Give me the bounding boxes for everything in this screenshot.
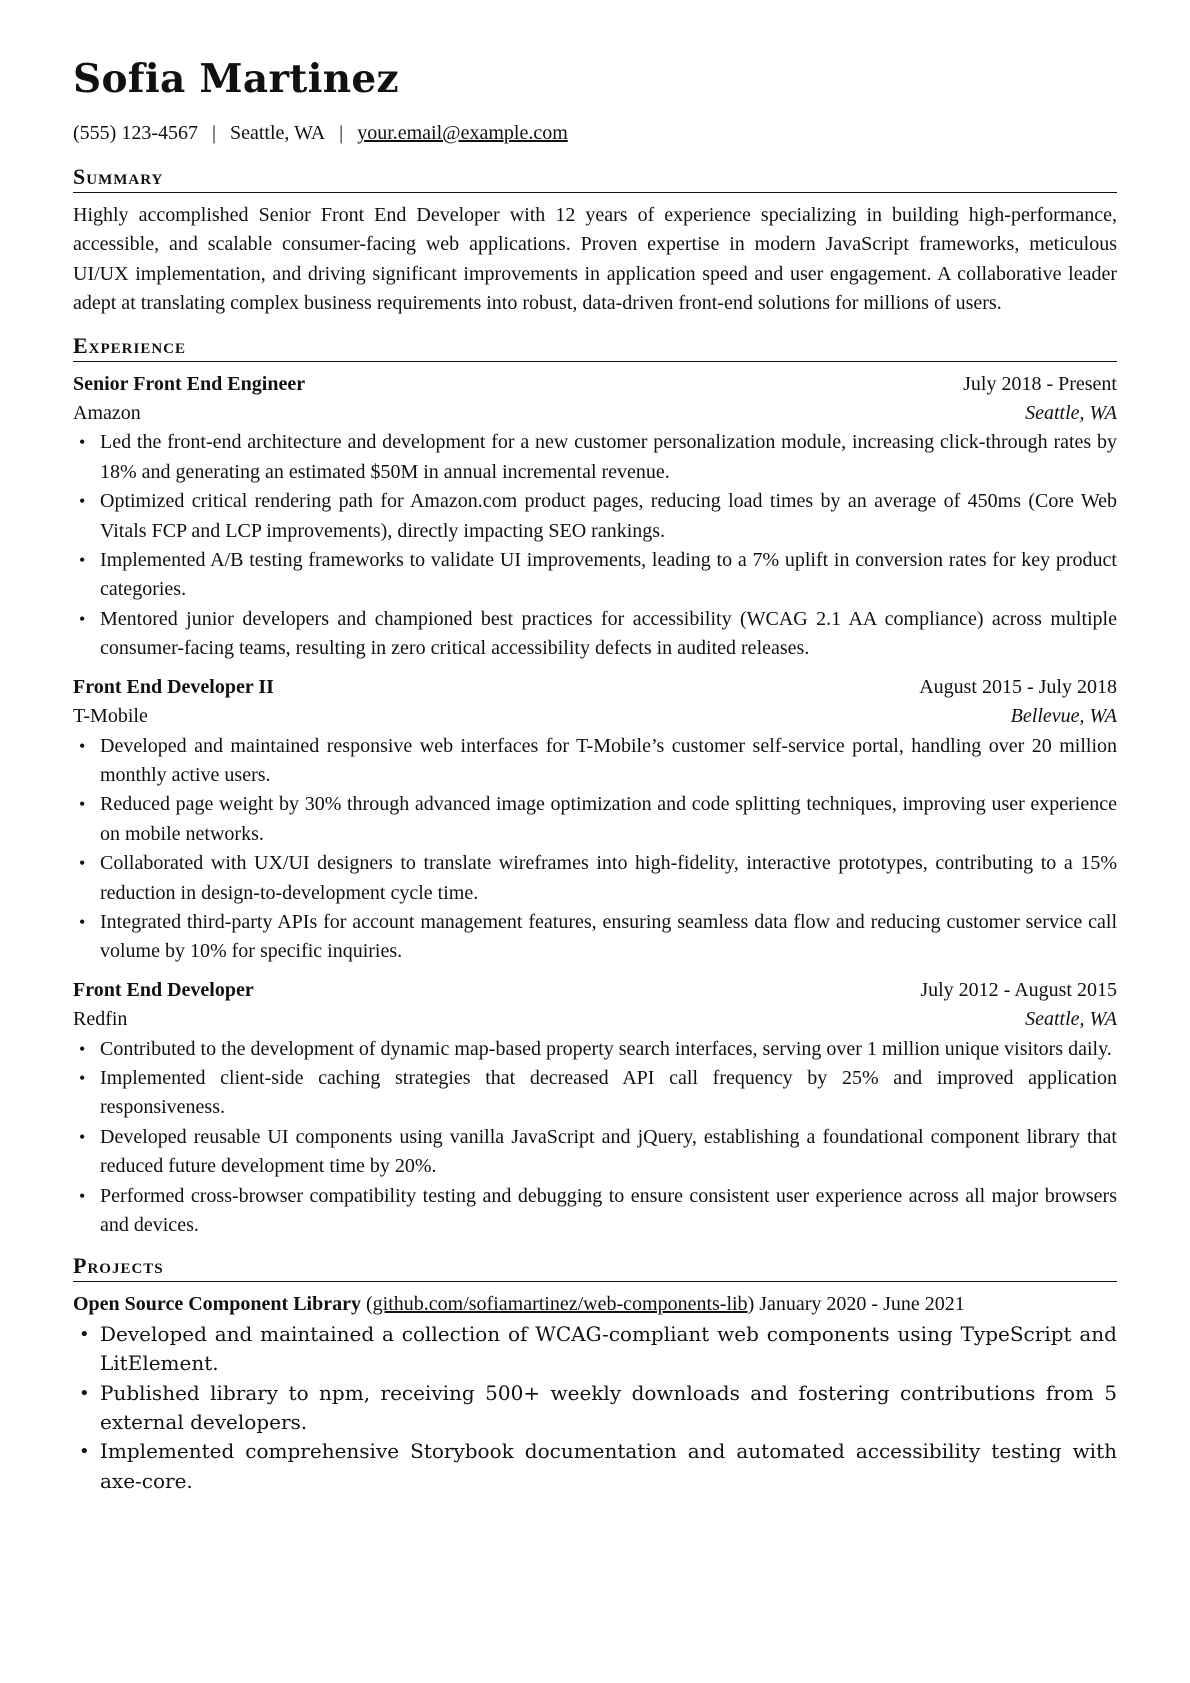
- list-item: • Implemented comprehensive Storybook documentation and automated accessibility testing with axe-core.: [73, 1437, 1117, 1496]
- job-entry-amazon: [73, 370, 1117, 664]
- list-item: • Developed and maintained responsive web interfaces for T-Mobile’s customer self-service portal, handling over 20 million monthly active users.: [73, 732, 1117, 791]
- company-name: Amazon: [73, 402, 141, 425]
- contact-separator: |: [339, 122, 344, 144]
- project-link[interactable]: github.com/sofiamartinez/web-components-lib: [372, 1293, 748, 1316]
- company-name: T-Mobile: [73, 705, 148, 728]
- job-title: Front End Developer: [73, 978, 254, 1001]
- company-name: Redfin: [73, 1008, 128, 1031]
- summary-heading: Summary: [73, 164, 1117, 193]
- job-dates: July 2012 - August 2015: [920, 978, 1117, 1001]
- list-item: • Integrated third-party APIs for account management features, ensuring seamless data flow and reducing customer service call volume by 10% for specific inquiries.: [73, 908, 1117, 967]
- job-entry-redfin: [73, 976, 1117, 1241]
- list-item: • Reduced page weight by 30% through advanced image optimization and code splitting techniques, improving user experience on mobile networks.: [73, 790, 1117, 849]
- project-dates: January 2020 - June 2021: [759, 1293, 965, 1316]
- summary-text: Highly accomplished Senior Front End Developer with 12 years of experience specializing in building high-performance, accessible, and scalable consumer-facing web applications. Proven expertise in modern JavaScript frameworks, meticulous UI/UX implementation, and driving significant improvements in application speed and user engagement. A collaborative leader adept at translating complex business requirements into robust, data-driven front-end solutions for millions of users.: [73, 204, 1117, 315]
- list-item: • Developed and maintained a collection of WCAG-compliant web components using TypeScript and LitElement.: [73, 1320, 1117, 1379]
- job-title: Front End Developer II: [73, 675, 274, 698]
- job-location: Bellevue, WA: [1010, 705, 1117, 728]
- contact-line: [73, 120, 1117, 146]
- projects-heading: Projects: [73, 1253, 1117, 1282]
- location-text: Seattle, WA: [230, 122, 326, 144]
- job-bullet-list: [73, 428, 1117, 663]
- job-location: Seattle, WA: [1025, 402, 1117, 425]
- list-item: • Optimized critical rendering path for Amazon.com product pages, reducing load times by an average of 450ms (Core Web Vitals FCP and LCP improvements), directly impacting SEO rankings.: [73, 487, 1117, 546]
- email-link[interactable]: your.email@example.com: [357, 122, 568, 144]
- project-name: Open Source Component Library: [73, 1293, 361, 1316]
- project-bullet-list: [73, 1320, 1117, 1496]
- contact-separator: |: [211, 122, 216, 144]
- list-item: • Developed reusable UI components using vanilla JavaScript and jQuery, establishing a foundational component library that reduced future development time by 20%.: [73, 1123, 1117, 1182]
- experience-heading: Experience: [73, 333, 1117, 362]
- candidate-name: Sofia Martinez: [73, 56, 399, 102]
- list-item: • Mentored junior developers and championed best practices for accessibility (WCAG 2.1 AA compliance) across multiple consumer-facing teams, resulting in zero critical accessibility defects in audited releases.: [73, 605, 1117, 664]
- list-item: • Contributed to the development of dynamic map-based property search interfaces, serving over 1 million unique visitors daily.: [73, 1035, 1117, 1064]
- list-item: • Published library to npm, receiving 500+ weekly downloads and fostering contributions from 5 external developers.: [73, 1379, 1117, 1438]
- job-bullet-list: [73, 1035, 1117, 1241]
- job-location: Seattle, WA: [1025, 1008, 1117, 1031]
- job-dates: July 2018 - Present: [963, 372, 1117, 395]
- list-item: • Collaborated with UX/UI designers to translate wireframes into high-fidelity, interactive prototypes, contributing to a 15% reduction in design-to-development cycle time.: [73, 849, 1117, 908]
- list-item: • Led the front-end architecture and development for a new customer personalization module, increasing click-through rates by 18% and generating an estimated $50M in annual incremental revenue.: [73, 428, 1117, 487]
- list-item: • Implemented client-side caching strategies that decreased API call frequency by 25% and improved application responsiveness.: [73, 1064, 1117, 1123]
- phone-number: (555) 123-4567: [73, 122, 198, 144]
- list-item: • Performed cross-browser compatibility testing and debugging to ensure consistent user experience across all major browsers and devices.: [73, 1182, 1117, 1241]
- job-entry-tmobile: [73, 673, 1117, 967]
- job-title: Senior Front End Engineer: [73, 372, 306, 395]
- job-bullet-list: [73, 732, 1117, 967]
- list-item: • Implemented A/B testing frameworks to validate UI improvements, leading to a 7% uplift in conversion rates for key product categories.: [73, 546, 1117, 605]
- job-dates: August 2015 - July 2018: [919, 675, 1117, 698]
- project-header: Open Source Component Library (github.com/sofiamartinez/web-components-lib) January 2020 - June 2021: [73, 1293, 965, 1316]
